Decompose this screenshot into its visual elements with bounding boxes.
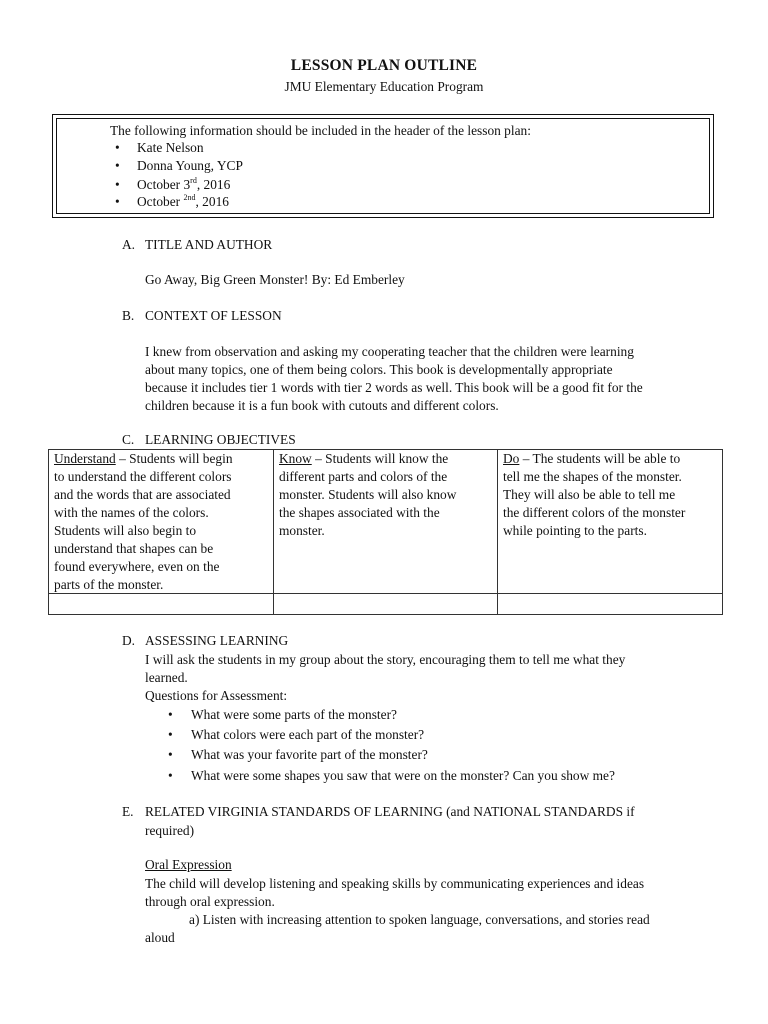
paragraph-line: I knew from observation and asking my cooperating teacher that the children were learning	[145, 344, 634, 359]
objective-label: Know	[279, 451, 312, 466]
cell-line: – Students will begin	[115, 451, 233, 466]
objective-understand-cell	[49, 450, 273, 593]
header-item-text: Donna Young, YCP	[137, 158, 243, 173]
cell-line: – The students will be able to	[519, 451, 681, 466]
section-c-heading	[122, 431, 296, 449]
page-title: LESSON PLAN OUTLINE	[290, 57, 478, 74]
objective-do-cell	[498, 450, 722, 593]
bullet-icon: •	[115, 177, 120, 192]
cell-line: Students will also begin to	[54, 523, 197, 538]
bullet-icon: •	[168, 707, 173, 722]
paragraph-line: The child will develop listening and speaking skills by communicating experiences and ideas	[145, 876, 645, 891]
bullet-icon: •	[115, 158, 120, 173]
question-text: What were some parts of the monster?	[191, 707, 397, 722]
cell-line: understand that shapes can be	[54, 541, 214, 556]
section-title: TITLE AND AUTHOR	[145, 237, 273, 252]
assessment-question	[168, 706, 397, 724]
section-e-heading-continued: required)	[145, 823, 195, 838]
paragraph-line: learned.	[145, 670, 188, 685]
bullet-icon: •	[115, 140, 120, 155]
section-b-heading	[122, 307, 282, 325]
section-title: RELATED VIRGINIA STANDARDS OF LEARNING (and NATIONAL STANDARDS if	[145, 804, 635, 819]
section-a-heading	[122, 236, 272, 254]
standard-item-a-continued: aloud	[145, 930, 175, 945]
header-item-text: Kate Nelson	[137, 140, 204, 155]
header-item-cooperating-teacher	[115, 157, 243, 175]
bullet-icon: •	[168, 747, 173, 762]
cell-line: to understand the different colors	[54, 469, 232, 484]
cell-line: with the names of the colors.	[54, 505, 209, 520]
header-item-date	[115, 176, 230, 194]
cell-line: monster.	[279, 523, 325, 538]
bullet-icon: •	[168, 727, 173, 742]
learning-objectives-table	[48, 449, 723, 615]
section-letter: E.	[122, 804, 134, 819]
paragraph-line: I will ask the students in my group about the story, encouraging them to tell me what they	[145, 652, 626, 667]
cell-line: and the words that are associated	[54, 487, 231, 502]
section-e-heading	[122, 803, 722, 821]
section-letter: B.	[122, 308, 135, 323]
cell-line: monster. Students will also know	[279, 487, 457, 502]
oral-expression-subheading: Oral Expression	[145, 857, 232, 872]
cell-line: while pointing to the parts.	[503, 523, 647, 538]
section-a-body: Go Away, Big Green Monster! By: Ed Emberley	[145, 272, 405, 287]
cell-line: different parts and colors of the	[279, 469, 448, 484]
objective-label: Do	[503, 451, 520, 466]
section-letter: D.	[122, 633, 136, 648]
section-title: ASSESSING LEARNING	[145, 633, 289, 648]
date-superscript: rd	[190, 175, 197, 185]
section-d-heading	[122, 632, 288, 650]
objective-label: Understand	[54, 451, 116, 466]
section-e-paragraph	[145, 875, 715, 911]
paragraph-line: through oral expression.	[145, 894, 275, 909]
date-superscript: 2nd	[183, 192, 196, 202]
question-text: What was your favorite part of the monster?	[191, 747, 428, 762]
paragraph-line: Questions for Assessment:	[145, 688, 288, 703]
section-title: LEARNING OBJECTIVES	[145, 432, 296, 447]
paragraph-line: children because it is a fun book with cutouts and different colors.	[145, 398, 499, 413]
objective-know-cell	[274, 450, 497, 593]
question-text: What were some shapes you saw that were on the monster? Can you show me?	[191, 768, 615, 783]
header-item-text: , 2016	[196, 177, 231, 192]
assessment-question	[168, 726, 424, 744]
cell-line: They will also be able to tell me	[503, 487, 676, 502]
section-title: CONTEXT OF LESSON	[145, 308, 282, 323]
header-item-text: October	[137, 194, 184, 209]
section-letter: A.	[122, 237, 136, 252]
cell-line: tell me the shapes of the monster.	[503, 469, 682, 484]
question-text: What colors were each part of the monster?	[191, 727, 425, 742]
header-item-text: , 2016	[195, 194, 229, 209]
header-item-text: October 3	[137, 177, 191, 192]
cell-line: the different colors of the monster	[503, 505, 686, 520]
page-subtitle: JMU Elementary Education Program	[284, 79, 484, 94]
section-d-paragraph	[145, 651, 715, 705]
section-letter: C.	[122, 432, 135, 447]
header-box-intro: The following information should be included in the header of the lesson plan:	[110, 123, 531, 138]
header-item-date-2	[115, 193, 229, 211]
cell-line: found everywhere, even on the	[54, 559, 220, 574]
paragraph-line: about many topics, one of them being colors. This book is developmentally appropriate	[145, 362, 613, 377]
cell-line: the shapes associated with the	[279, 505, 440, 520]
cell-line: parts of the monster.	[54, 577, 164, 592]
assessment-question	[168, 767, 615, 785]
cell-line: – Students will know the	[311, 451, 449, 466]
header-item-teacher	[115, 139, 204, 157]
assessment-question	[168, 746, 428, 764]
standard-item-a: a) Listen with increasing attention to spoken language, conversations, and stories read	[189, 912, 650, 927]
section-b-paragraph	[145, 343, 715, 415]
paragraph-line: because it includes tier 1 words with tier 2 words as well. This book will be a good fit for the	[145, 380, 643, 395]
bullet-icon: •	[168, 768, 173, 783]
bullet-icon: •	[115, 194, 120, 209]
